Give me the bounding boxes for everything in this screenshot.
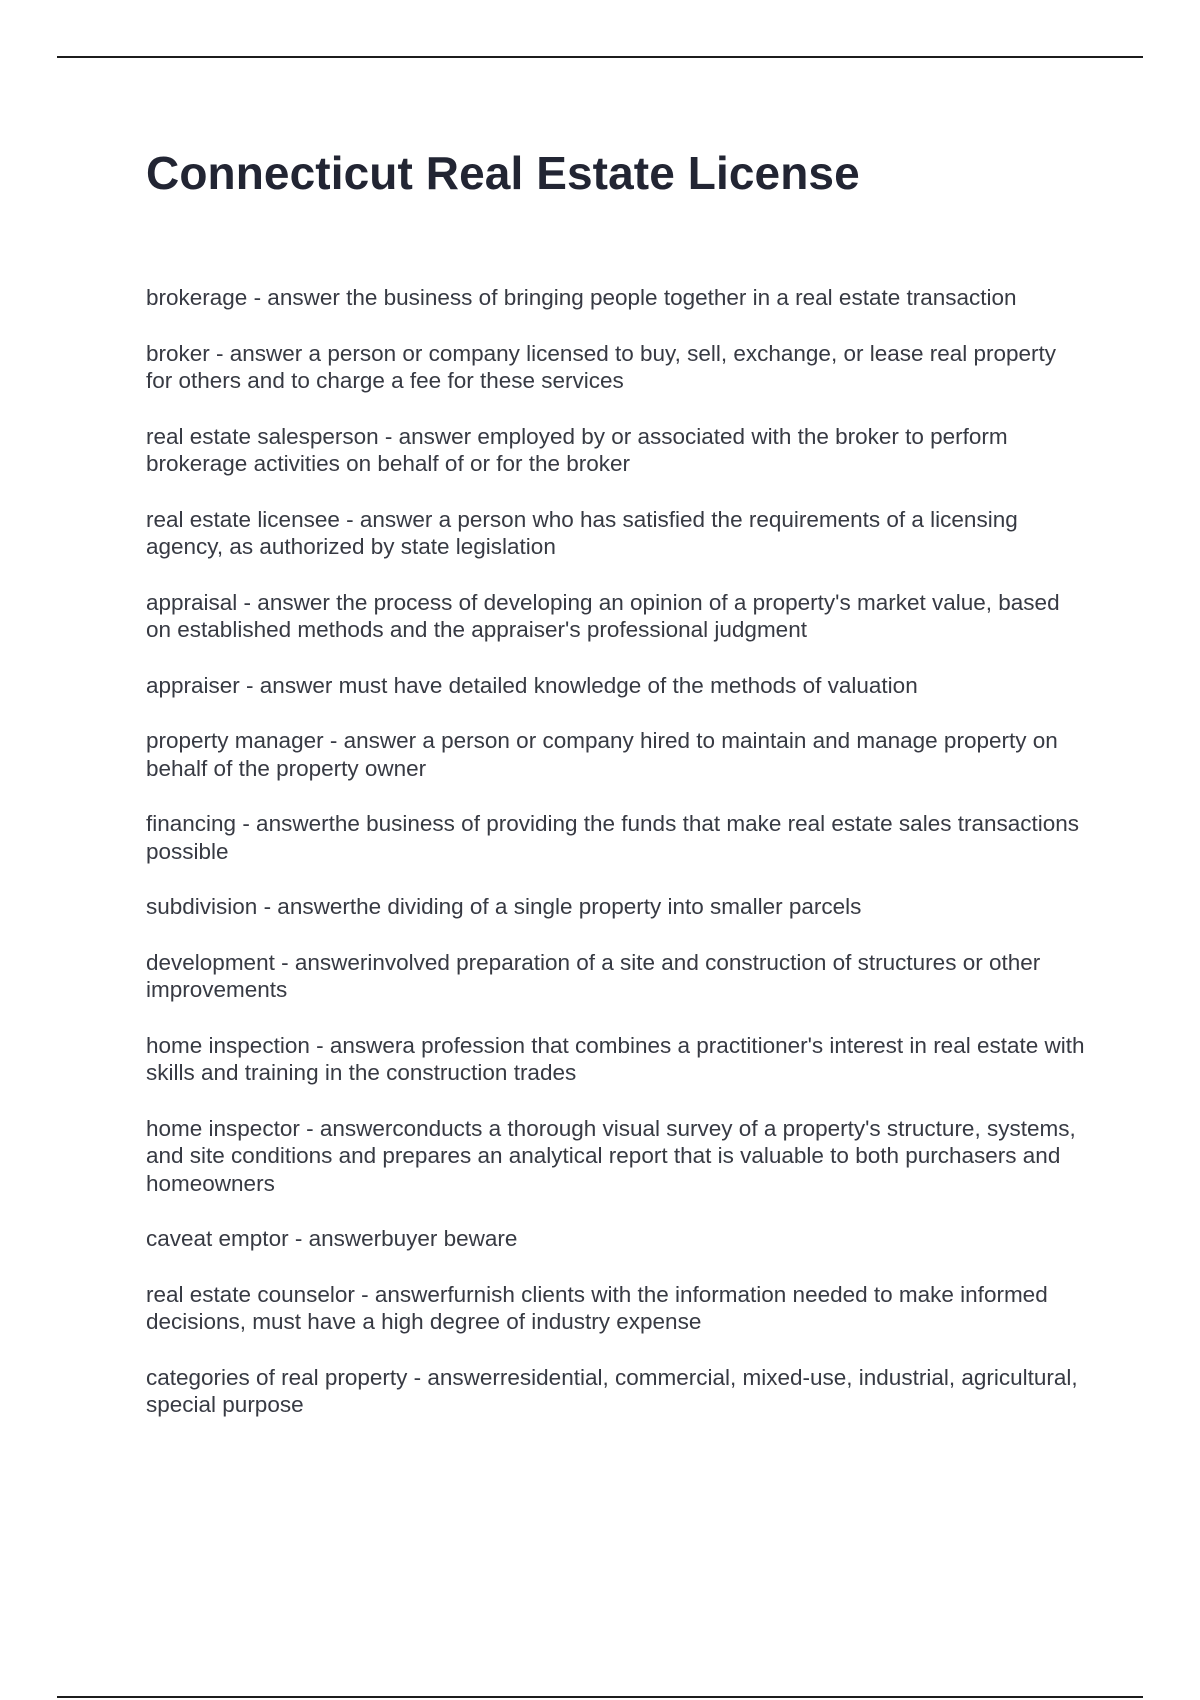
- flashcard-entry: brokerage - answer the business of bringing people together in a real estate transaction: [146, 285, 1017, 310]
- flashcard-entry: property manager - answer a person or company hired to maintain and manage property on behalf of the property owner: [146, 728, 1058, 781]
- flashcard-entry: real estate salesperson - answer employed by or associated with the broker to perform brokerage activities on behalf of or for the broker: [146, 423, 1008, 476]
- flashcard-entry: real estate counselor - answerfurnish clients with the information needed to make informed decisions, must have a high degree of industry expense: [146, 1281, 1048, 1334]
- flashcard-entry: subdivision - answerthe dividing of a single property into smaller parcels: [146, 894, 862, 919]
- flashcard-entry: appraiser - answer must have detailed knowledge of the methods of valuation: [146, 672, 918, 698]
- page-title: Connecticut Real Estate License: [146, 147, 860, 199]
- flashcard-entry: financing - answerthe business of providing the funds that make real estate sales transactions possible: [146, 811, 1080, 864]
- flashcard-entry: real estate licensee - answer a person who has satisfied the requirements of a licensing agency, as authorized by state legislation: [146, 506, 1018, 559]
- flashcard-entry: home inspection - answera profession that combines a practitioner's interest in real estate with skills and training in the construction trades: [146, 1032, 1085, 1085]
- flashcard-list: [146, 284, 1086, 1447]
- flashcard-entry: categories of real property - answerresidential, commercial, mixed-use, industrial, agricultural, special purpose: [146, 1364, 1078, 1417]
- top-rule: [57, 56, 1143, 58]
- flashcard-entry: development - answerinvolved preparation of a site and construction of structures or other improvements: [146, 949, 1041, 1002]
- flashcard-entry: home inspector - answerconducts a thorough visual survey of a property's structure, systems, and site conditions and prepares an analytical report that is valuable to both purchasers and homeowners: [146, 1115, 1076, 1196]
- flashcard-entry: appraisal - answer the process of developing an opinion of a property's market value, based on established methods and the appraiser's professional judgment: [146, 589, 1060, 642]
- flashcard-entry: broker - answer a person or company licensed to buy, sell, exchange, or lease real property for others and to charge a fee for these services: [146, 340, 1057, 393]
- flashcard-entry: caveat emptor - answerbuyer beware: [146, 1226, 518, 1251]
- bottom-rule: [57, 1696, 1143, 1698]
